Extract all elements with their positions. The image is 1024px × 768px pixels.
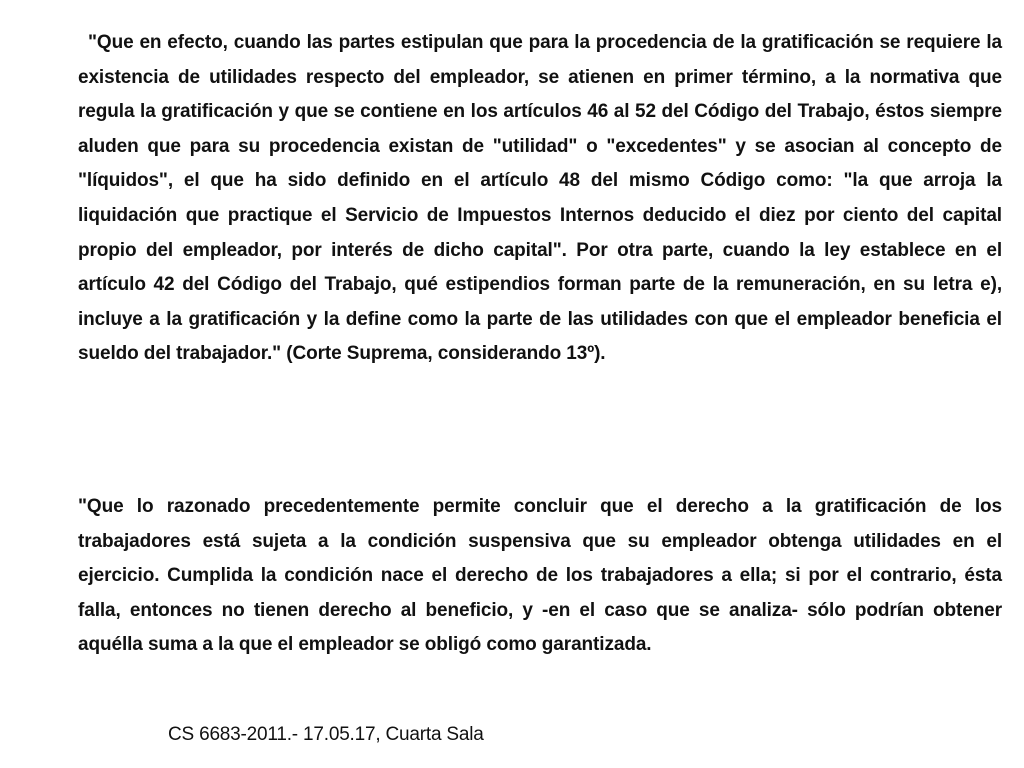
quote-paragraph-2: "Que lo razonado precedentemente permite concluir que el derecho a la gratificación de los trabajadores está sujeta a la condición suspensiva que su empleador obtenga utilidades en el ejercicio. Cumplida la condición nace el derecho de los trabajadores a ella; si por el contrario, ésta falla, entonces no tienen derecho al beneficio, y -en el caso que se analiza- sólo podrían obtener aquélla suma a la que el empleador se obligó como garantizada. [78, 496, 1002, 656]
case-citation: CS 6683-2011.- 17.05.17, Cuarta Sala [168, 724, 484, 745]
quote-paragraph-1: "Que en efecto, cuando las partes estipulan que para la procedencia de la gratificación se requiere la existencia de utilidades respecto del empleador, se atienen en primer término, a la normativa que regula la gratificación y que se contiene en los artículos 46 al 52 del Código del Trabajo, éstos siempre aluden que para su procedencia existan de "utilidad" o "excedentes" y se asocian al concepto de "líquidos", el que ha sido definido en el artículo 48 del mismo Código como: "la que arroja la liquidación que practique el Servicio de Impuestos Internos deducido el diez por ciento del capital propio del empleador, por interés de dicho capital". Por otra parte, cuando la ley establece en el artículo 42 del Código del Trabajo, qué estipendios forman parte de la remuneración, en su letra e), incluye a la gratificación y la define como la parte de las utilidades con que el empleador beneficia el sueldo del trabajador." (Corte Suprema, considerando 13º). [78, 32, 1002, 365]
